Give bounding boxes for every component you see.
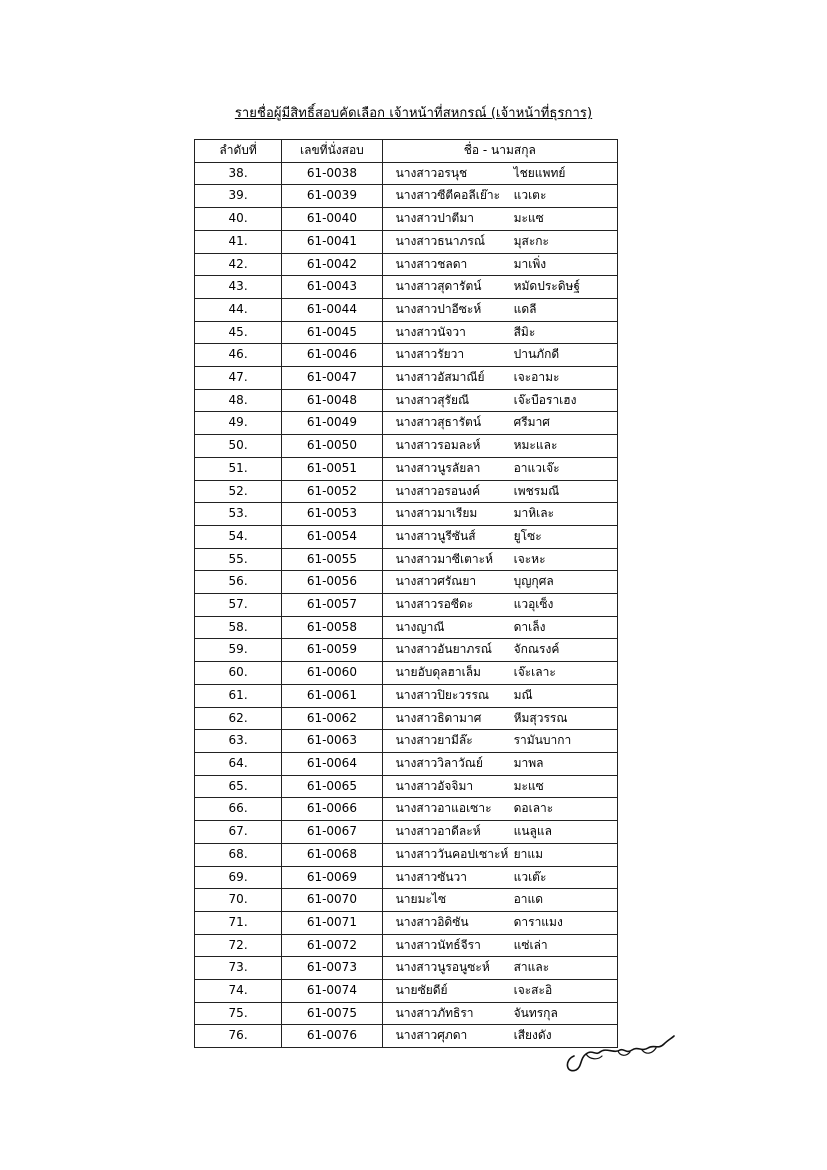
table-row [195, 866, 618, 889]
row-order: 63. [195, 730, 282, 753]
row-order: 56. [195, 571, 282, 594]
document-title: รายชื่อผู้มีสิทธิ์สอบคัดเลือก เจ้าหน้าที่สหกรณ์ (เจ้าหน้าที่ธุรการ) [234, 106, 593, 121]
row-full-name [382, 230, 617, 253]
row-order: 59. [195, 639, 282, 662]
row-last-name: เจะอามะ [513, 370, 560, 385]
row-first-name: นางสาวชลดา [395, 256, 468, 271]
row-full-name [382, 298, 617, 321]
row-first-name: นางสาวซีตีคอลีเย๊าะ [395, 188, 501, 203]
row-order: 76. [195, 1025, 282, 1048]
row-first-name: นางสาวสุธารัตน์ [395, 415, 482, 430]
table-row [195, 571, 618, 594]
header-order: ลำดับที่ [195, 140, 282, 163]
row-order: 70. [195, 889, 282, 912]
row-seat-number: 61-0055 [282, 548, 382, 571]
table-row [195, 707, 618, 730]
row-first-name: นางสาวอรอนงค์ [395, 483, 481, 498]
row-full-name [382, 684, 617, 707]
row-seat-number: 61-0050 [282, 435, 382, 458]
row-seat-number: 61-0067 [282, 821, 382, 844]
table-row [195, 457, 618, 480]
row-order: 71. [195, 911, 282, 934]
row-full-name [382, 662, 617, 685]
row-first-name: นางสาวซันวา [395, 869, 468, 884]
row-order: 66. [195, 798, 282, 821]
row-order: 68. [195, 843, 282, 866]
row-full-name [382, 775, 617, 798]
row-order: 67. [195, 821, 282, 844]
table-row [195, 639, 618, 662]
row-last-name: แนลูแล [513, 824, 552, 839]
row-seat-number: 61-0049 [282, 412, 382, 435]
table-row [195, 253, 618, 276]
row-seat-number: 61-0071 [282, 911, 382, 934]
row-full-name [382, 344, 617, 367]
row-first-name: นางสาวนูรอนูซะห์ [395, 960, 490, 975]
row-seat-number: 61-0057 [282, 594, 382, 617]
row-last-name: มาหิเละ [513, 506, 555, 521]
row-last-name: จักณรงค์ [513, 642, 560, 657]
row-full-name [382, 934, 617, 957]
row-full-name [382, 412, 617, 435]
table-row [195, 503, 618, 526]
row-seat-number: 61-0052 [282, 480, 382, 503]
table-row [195, 684, 618, 707]
row-seat-number: 61-0059 [282, 639, 382, 662]
row-full-name [382, 389, 617, 412]
row-last-name: แซ่เล่า [513, 937, 548, 952]
row-last-name: เจ๊ะเลาะ [513, 665, 556, 680]
table-header-row [195, 140, 618, 163]
row-last-name: หีมสุวรรณ [513, 710, 568, 725]
row-first-name: นางสาวอาดีละห์ [395, 824, 481, 839]
row-first-name: นางสาวอรนุช [395, 165, 468, 180]
table-row [195, 367, 618, 390]
table-row [195, 957, 618, 980]
row-first-name: นางสาวมาซีเตาะห์ [395, 551, 493, 566]
row-full-name [382, 1002, 617, 1025]
row-first-name: นางสาวอัจจิมา [395, 778, 474, 793]
row-seat-number: 61-0072 [282, 934, 382, 957]
header-seat-number: เลขที่นั่งสอบ [282, 140, 382, 163]
table-row [195, 911, 618, 934]
row-full-name [382, 185, 617, 208]
row-first-name: นางสาววิลาวัณย์ [395, 755, 483, 770]
row-first-name: นางสาวนูรลัยลา [395, 460, 481, 475]
row-order: 42. [195, 253, 282, 276]
row-full-name [382, 503, 617, 526]
row-order: 52. [195, 480, 282, 503]
row-seat-number: 61-0066 [282, 798, 382, 821]
row-seat-number: 61-0070 [282, 889, 382, 912]
row-first-name: นางสาวอิดิซัน [395, 914, 469, 929]
row-first-name: นางญาณี [395, 619, 445, 634]
table-row [195, 798, 618, 821]
row-full-name [382, 276, 617, 299]
row-first-name: นายซัยดีย์ [395, 983, 448, 998]
row-full-name [382, 525, 617, 548]
row-full-name [382, 798, 617, 821]
row-first-name: นางสาวภัทธิรา [395, 1005, 474, 1020]
row-order: 41. [195, 230, 282, 253]
row-last-name: สีมิะ [513, 324, 536, 339]
row-seat-number: 61-0069 [282, 866, 382, 889]
row-last-name: ดาเล็ง [513, 619, 546, 634]
row-last-name: หมัดประดิษฐ์ [513, 279, 581, 294]
row-last-name: รามันบากา [513, 733, 572, 748]
row-full-name [382, 616, 617, 639]
row-seat-number: 61-0043 [282, 276, 382, 299]
row-full-name [382, 594, 617, 617]
row-seat-number: 61-0048 [282, 389, 382, 412]
row-full-name [382, 752, 617, 775]
table-row [195, 1025, 618, 1048]
row-first-name: นางสาวปิยะวรรณ [395, 687, 490, 702]
row-seat-number: 61-0075 [282, 1002, 382, 1025]
row-full-name [382, 253, 617, 276]
row-order: 46. [195, 344, 282, 367]
row-first-name: นางสาวมาเรียม [395, 506, 478, 521]
row-last-name: แวเต๊ะ [513, 869, 547, 884]
row-first-name: นางสาวธิดามาศ [395, 710, 482, 725]
row-last-name: สาและ [513, 960, 550, 975]
row-first-name: นางสาวสุรัยณี [395, 392, 470, 407]
row-last-name: มุสะกะ [513, 233, 549, 248]
row-order: 55. [195, 548, 282, 571]
row-last-name: เจะสะอิ [513, 983, 553, 998]
row-order: 44. [195, 298, 282, 321]
table-row [195, 548, 618, 571]
row-order: 60. [195, 662, 282, 685]
row-order: 51. [195, 457, 282, 480]
table-row [195, 162, 618, 185]
row-order: 48. [195, 389, 282, 412]
row-seat-number: 61-0065 [282, 775, 382, 798]
table-row [195, 344, 618, 367]
row-order: 72. [195, 934, 282, 957]
row-order: 65. [195, 775, 282, 798]
row-seat-number: 61-0076 [282, 1025, 382, 1048]
row-first-name: นางสาวอันยาภรณ์ [395, 642, 492, 657]
table-row [195, 1002, 618, 1025]
table-row [195, 594, 618, 617]
table-row [195, 525, 618, 548]
row-last-name: อาแวเจ๊ะ [513, 460, 560, 475]
table-row [195, 662, 618, 685]
row-seat-number: 61-0053 [282, 503, 382, 526]
row-order: 49. [195, 412, 282, 435]
row-seat-number: 61-0039 [282, 185, 382, 208]
row-full-name [382, 321, 617, 344]
table-row [195, 821, 618, 844]
row-full-name [382, 457, 617, 480]
row-seat-number: 61-0062 [282, 707, 382, 730]
row-seat-number: 61-0045 [282, 321, 382, 344]
table-row [195, 843, 618, 866]
row-first-name: นายอับดุลฮาเล็ม [395, 665, 481, 680]
table-row [195, 752, 618, 775]
row-last-name: หมะและ [513, 438, 558, 453]
row-order: 64. [195, 752, 282, 775]
table-row [195, 321, 618, 344]
row-full-name [382, 435, 617, 458]
row-first-name: นางสาวธนาภรณ์ [395, 233, 485, 248]
row-seat-number: 61-0054 [282, 525, 382, 548]
row-seat-number: 61-0038 [282, 162, 382, 185]
row-last-name: เจะหะ [513, 551, 546, 566]
row-first-name: นางสาวนัจวา [395, 324, 466, 339]
table-row [195, 730, 618, 753]
row-order: 58. [195, 616, 282, 639]
row-last-name: ดาราแมง [513, 914, 563, 929]
row-order: 57. [195, 594, 282, 617]
row-seat-number: 61-0068 [282, 843, 382, 866]
row-order: 38. [195, 162, 282, 185]
row-order: 73. [195, 957, 282, 980]
row-order: 69. [195, 866, 282, 889]
row-seat-number: 61-0061 [282, 684, 382, 707]
row-seat-number: 61-0073 [282, 957, 382, 980]
row-full-name [382, 162, 617, 185]
row-last-name: เสียงดัง [513, 1028, 552, 1043]
row-seat-number: 61-0044 [282, 298, 382, 321]
row-last-name: เพชรมณี [513, 483, 560, 498]
row-last-name: จันทรกุล [513, 1005, 558, 1020]
table-row [195, 616, 618, 639]
row-last-name: มะแซ [513, 778, 544, 793]
row-seat-number: 61-0041 [282, 230, 382, 253]
row-order: 43. [195, 276, 282, 299]
candidate-table [194, 139, 618, 1048]
row-full-name [382, 730, 617, 753]
row-full-name [382, 821, 617, 844]
table-row [195, 298, 618, 321]
row-first-name: นางสาวสุดารัตน์ [395, 279, 482, 294]
row-order: 40. [195, 208, 282, 231]
row-last-name: เจ๊ะบือราเฮง [513, 392, 577, 407]
row-first-name: นางสาวปาอีซะห์ [395, 301, 482, 316]
row-first-name: นางสาวนูรีซันส์ [395, 528, 476, 543]
table-row [195, 208, 618, 231]
row-last-name: แวอุเซ็ง [513, 597, 554, 612]
row-first-name: นางสาวปาตีมา [395, 211, 474, 226]
row-full-name [382, 548, 617, 571]
row-order: 74. [195, 980, 282, 1003]
row-full-name [382, 889, 617, 912]
row-seat-number: 61-0064 [282, 752, 382, 775]
row-last-name: บุญกุศล [513, 574, 554, 589]
row-first-name: นางสาวรัยวา [395, 347, 465, 362]
row-full-name [382, 911, 617, 934]
row-seat-number: 61-0042 [282, 253, 382, 276]
row-order: 47. [195, 367, 282, 390]
row-last-name: ยาแม [513, 846, 544, 861]
row-first-name: นางสาววันคอปเซาะห์ [395, 846, 509, 861]
row-last-name: ศรีมาศ [513, 415, 550, 430]
row-order: 45. [195, 321, 282, 344]
row-seat-number: 61-0063 [282, 730, 382, 753]
row-order: 62. [195, 707, 282, 730]
signature-icon [562, 1030, 677, 1076]
row-first-name: นายมะไซ [395, 892, 447, 907]
row-last-name: มาพล [513, 755, 544, 770]
table-row [195, 389, 618, 412]
table-row [195, 775, 618, 798]
row-seat-number: 61-0047 [282, 367, 382, 390]
row-full-name [382, 866, 617, 889]
row-order: 61. [195, 684, 282, 707]
row-last-name: แวเตะ [513, 188, 547, 203]
row-first-name: นางสาวนัทธ์จีรา [395, 937, 481, 952]
row-first-name: นางสาวอัสมาณีย์ [395, 370, 485, 385]
table-row [195, 412, 618, 435]
row-last-name: ดอเลาะ [513, 801, 554, 816]
row-full-name [382, 480, 617, 503]
row-full-name [382, 707, 617, 730]
row-full-name [382, 957, 617, 980]
row-last-name: มาเพิ่ง [513, 256, 547, 271]
row-last-name: มะแซ [513, 211, 544, 226]
row-first-name: นางสาวยามีล๊ะ [395, 733, 473, 748]
row-full-name [382, 843, 617, 866]
table-row [195, 480, 618, 503]
table-row [195, 980, 618, 1003]
row-first-name: นางสาวศรัณยา [395, 574, 477, 589]
table-row [195, 276, 618, 299]
row-first-name: นางสาวรอซีดะ [395, 597, 474, 612]
row-full-name [382, 367, 617, 390]
row-last-name: มณี [513, 687, 533, 702]
table-row [195, 185, 618, 208]
row-full-name [382, 639, 617, 662]
header-full-name: ชื่อ - นามสกุล [382, 140, 617, 163]
row-first-name: นางสาวอาแอเซาะ [395, 801, 492, 816]
row-seat-number: 61-0040 [282, 208, 382, 231]
row-seat-number: 61-0051 [282, 457, 382, 480]
row-last-name: ยูโซะ [513, 528, 542, 543]
table-row [195, 230, 618, 253]
row-first-name: นางสาวรอมละห์ [395, 438, 481, 453]
row-order: 75. [195, 1002, 282, 1025]
row-seat-number: 61-0046 [282, 344, 382, 367]
row-order: 39. [195, 185, 282, 208]
row-seat-number: 61-0074 [282, 980, 382, 1003]
row-last-name: แดลี [513, 301, 537, 316]
row-seat-number: 61-0058 [282, 616, 382, 639]
row-full-name [382, 571, 617, 594]
row-last-name: อาแด [513, 892, 544, 907]
table-row [195, 435, 618, 458]
row-full-name [382, 208, 617, 231]
row-order: 53. [195, 503, 282, 526]
row-last-name: ปานภักดี [513, 347, 560, 362]
row-last-name: ไชยแพทย์ [513, 165, 566, 180]
row-order: 54. [195, 525, 282, 548]
row-order: 50. [195, 435, 282, 458]
table-row [195, 934, 618, 957]
row-seat-number: 61-0060 [282, 662, 382, 685]
row-first-name: นางสาวศุภดา [395, 1028, 468, 1043]
row-full-name [382, 980, 617, 1003]
row-seat-number: 61-0056 [282, 571, 382, 594]
table-row [195, 889, 618, 912]
